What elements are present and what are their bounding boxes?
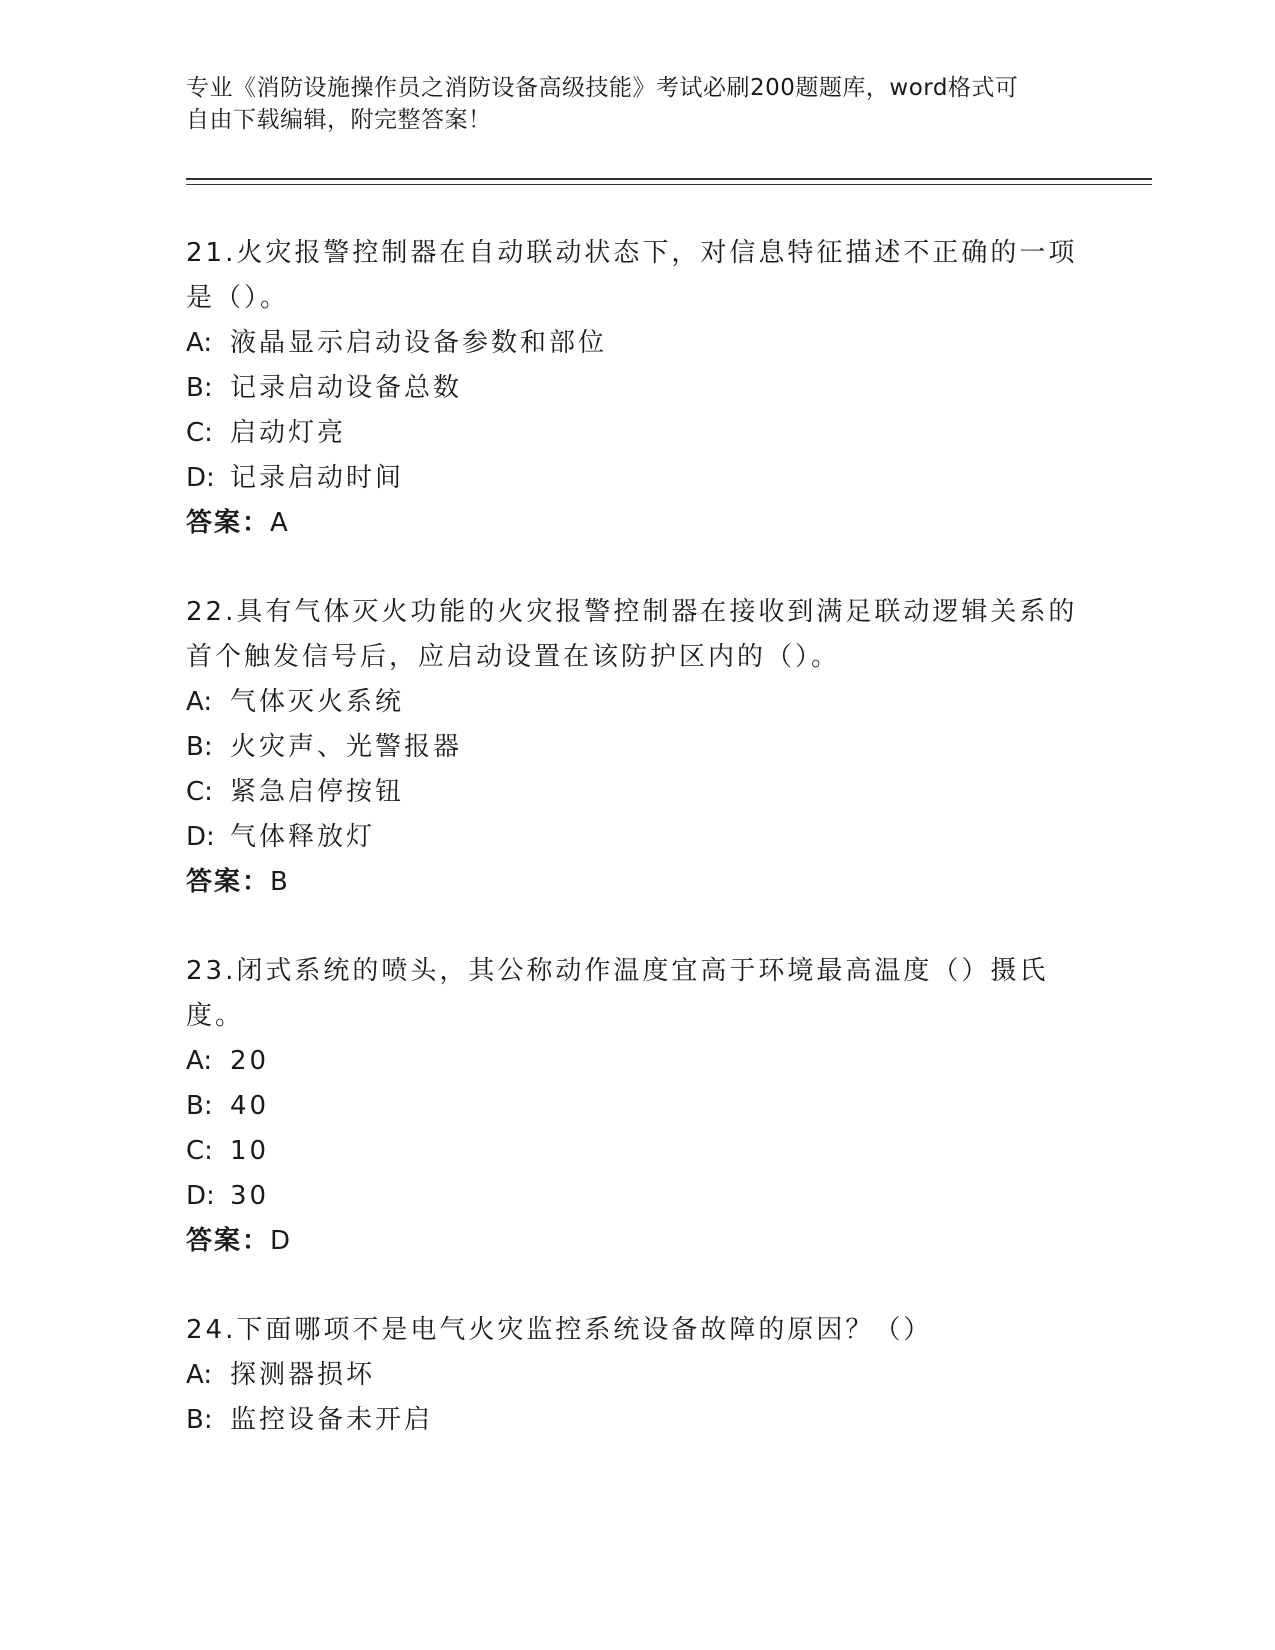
- option-text: 紧急启停按钮: [230, 777, 405, 807]
- answer-line: [186, 1219, 1086, 1264]
- question-text: 24.下面哪项不是电气火灾监控系统设备故障的原因？（）: [186, 1315, 933, 1345]
- option-a: [186, 321, 1086, 366]
- option-text: 30: [230, 1181, 270, 1211]
- header-divider-thin: [186, 184, 1152, 185]
- option-c: [186, 1129, 1086, 1174]
- option-b: [186, 725, 1086, 770]
- option-text: 10: [230, 1136, 270, 1166]
- answer-line: [186, 501, 1086, 546]
- option-letter: A:: [186, 687, 213, 717]
- option-b: [186, 1084, 1086, 1129]
- answer-value: A: [270, 508, 288, 538]
- option-d: [186, 1174, 1086, 1219]
- option-text: 启动灯亮: [230, 418, 347, 448]
- option-a: [186, 1039, 1086, 1084]
- option-letter: B:: [186, 373, 213, 403]
- answer-label: 答案：: [186, 867, 271, 897]
- question-text: 23.闭式系统的喷头，其公称动作温度宜高于环境最高温度（）摄氏度。: [186, 956, 1049, 1031]
- option-letter: B:: [186, 1405, 213, 1435]
- option-text: 监控设备未开启: [230, 1405, 434, 1435]
- option-b: [186, 1398, 1086, 1443]
- option-text: 20: [230, 1046, 270, 1076]
- option-letter: D:: [186, 463, 215, 493]
- option-text: 探测器损坏: [230, 1360, 376, 1390]
- option-c: [186, 411, 1086, 456]
- question-text: 22.具有气体灭火功能的火灾报警控制器在接收到满足联动逻辑关系的首个触发信号后，应启动设置在该防护区内的（）。: [186, 597, 1078, 672]
- header-line-1: 专业《消防设施操作员之消防设备高级技能》考试必刷200题题库，word格式可: [186, 75, 1019, 101]
- document-header: [186, 72, 1066, 136]
- option-text: 气体释放灯: [230, 822, 376, 852]
- option-letter: A:: [186, 1360, 213, 1390]
- option-letter: B:: [186, 1091, 213, 1121]
- option-letter: C:: [186, 1136, 213, 1166]
- option-letter: A:: [186, 1046, 213, 1076]
- option-text: 火灾声、光警报器: [230, 732, 463, 762]
- option-text: 记录启动时间: [230, 463, 405, 493]
- option-d: [186, 456, 1086, 501]
- option-text: 气体灭火系统: [230, 687, 405, 717]
- answer-line: [186, 860, 1086, 905]
- option-text: 40: [230, 1091, 270, 1121]
- option-d: [186, 815, 1086, 860]
- answer-label: 答案：: [186, 1226, 271, 1256]
- question-21: [186, 231, 1086, 546]
- answer-value: B: [270, 867, 288, 897]
- option-letter: D:: [186, 822, 215, 852]
- question-22: [186, 590, 1086, 905]
- option-text: 液晶显示启动设备参数和部位: [230, 328, 608, 358]
- option-letter: C:: [186, 777, 213, 807]
- question-24: [186, 1308, 1086, 1443]
- header-divider-thick: [186, 178, 1152, 180]
- question-list: [186, 231, 1086, 1487]
- option-a: [186, 1353, 1086, 1398]
- option-letter: C:: [186, 418, 213, 448]
- option-c: [186, 770, 1086, 815]
- question-text: 21.火灾报警控制器在自动联动状态下，对信息特征描述不正确的一项是（）。: [186, 238, 1078, 313]
- option-letter: B:: [186, 732, 213, 762]
- option-letter: D:: [186, 1181, 215, 1211]
- option-a: [186, 680, 1086, 725]
- header-line-2: 自由下载编辑，附完整答案！: [186, 107, 492, 133]
- question-23: [186, 949, 1086, 1264]
- option-b: [186, 366, 1086, 411]
- answer-value: D: [270, 1226, 291, 1256]
- option-letter: A:: [186, 328, 213, 358]
- answer-label: 答案：: [186, 508, 271, 538]
- option-text: 记录启动设备总数: [230, 373, 463, 403]
